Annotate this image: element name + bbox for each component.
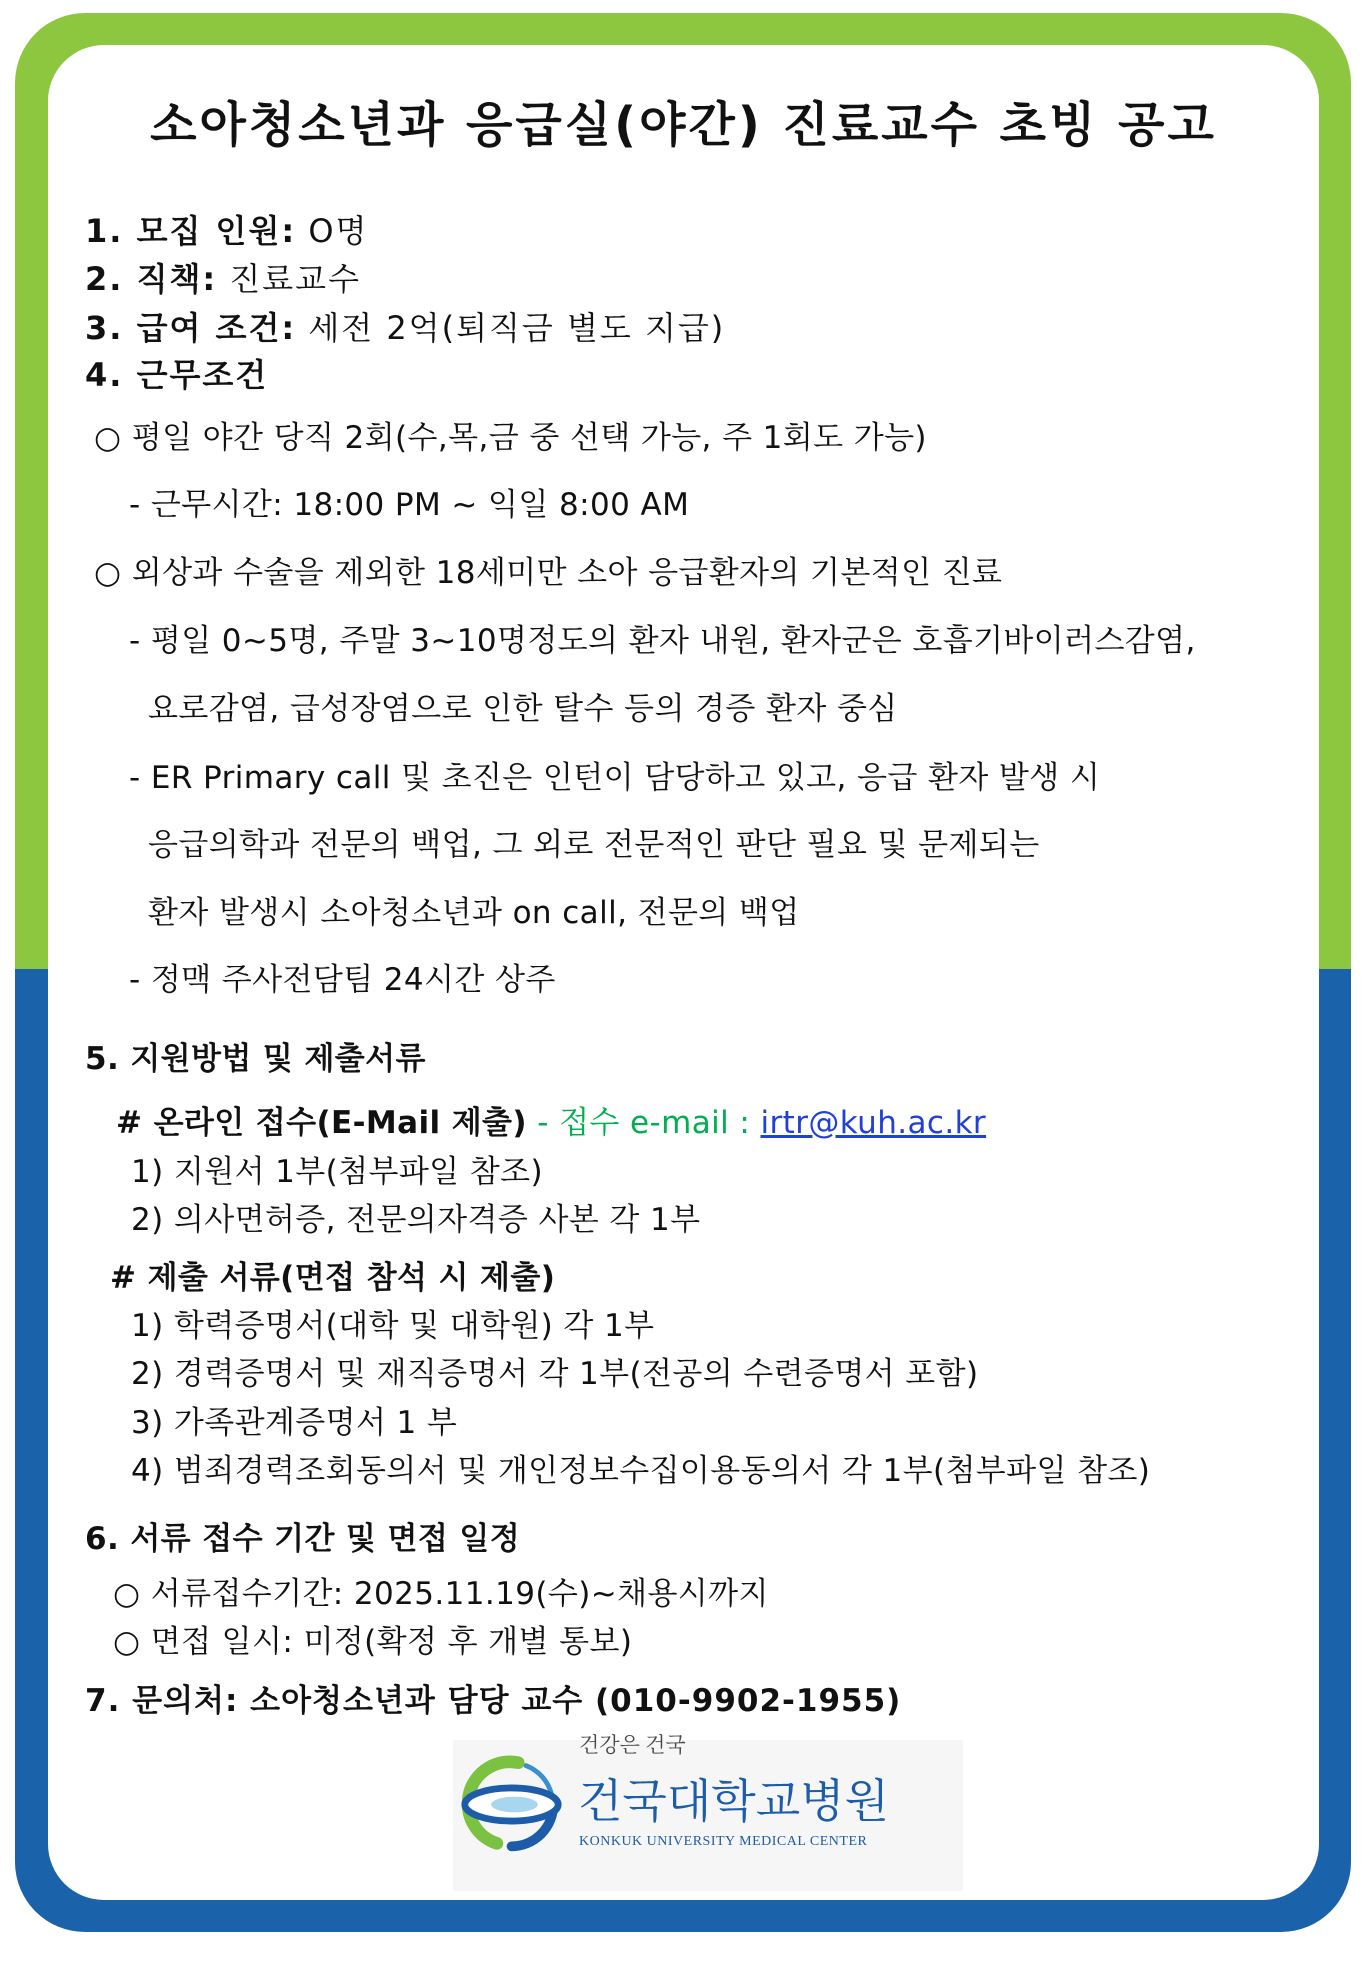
dash-bullet: - — [129, 760, 141, 796]
position-row — [85, 259, 361, 299]
circle-bullet: ○ — [94, 555, 122, 591]
backup-system-item — [129, 758, 1100, 798]
work-hours-text: 근무시간: 18:00 PM ~ 익일 8:00 AM — [150, 487, 690, 523]
recruit-count-label: 1. 모집 인원: — [85, 212, 297, 250]
night-duty-text: 평일 야간 당직 2회(수,목,금 중 선택 가능, 주 1회도 가능) — [131, 420, 927, 456]
email-label: - 접수 e-mail : — [537, 1105, 751, 1141]
patient-volume-text: 평일 0~5명, 주말 3~10명정도의 환자 내원, 환자군은 호흡기바이러스감염, — [150, 623, 1196, 659]
patient-volume-item — [129, 621, 1196, 661]
position-label: 2. 직책: — [85, 260, 218, 298]
interview-docs-label: # 제출 서류(면접 참석 시 제출) — [110, 1260, 556, 1296]
iv-team-text: 정맥 주사전담팀 24시간 상주 — [150, 962, 556, 998]
contact-line: 7. 문의처: 소아청소년과 담당 교수 (010-9902-1955) — [85, 1683, 902, 1719]
online-application-label: # 온라인 접수(E-Mail 제출) — [116, 1105, 527, 1141]
recruit-count-value: O명 — [308, 212, 369, 250]
care-scope-text: 외상과 수술을 제외한 18세미만 소아 응급환자의 기본적인 진료 — [131, 555, 1003, 591]
online-application-row — [116, 1103, 986, 1143]
work-conditions-heading: 4. 근무조건 — [85, 356, 269, 394]
interview-date-text: 면접 일시: 미정(확정 후 개별 통보) — [150, 1624, 633, 1660]
iv-team-item — [129, 960, 556, 1000]
submission-period-text: 서류접수기간: 2025.11.19(수)~채용시까지 — [150, 1576, 769, 1612]
submission-period-item — [113, 1574, 769, 1614]
circle-bullet: ○ — [113, 1576, 141, 1612]
circle-bullet: ○ — [94, 420, 122, 456]
logo-hospital-name: 건국대학교병원 — [578, 1776, 890, 1827]
interview-date-item — [113, 1622, 632, 1662]
interview-doc-item: 4) 범죄경력조회동의서 및 개인정보수집이용동의서 각 1부(첨부파일 참조) — [131, 1453, 1151, 1489]
interview-doc-item: 3) 가족관계증명서 1 부 — [131, 1405, 458, 1441]
backup-system-text-cont-1: 응급의학과 전문의 백업, 그 외로 전문적인 판단 필요 및 문제되는 — [148, 827, 1040, 863]
page-title: 소아청소년과 응급실(야간) 진료교수 초빙 공고 — [150, 97, 1217, 153]
position-value: 진료교수 — [229, 260, 362, 298]
hospital-emblem-icon — [458, 1751, 565, 1858]
salary-value: 세전 2억(퇴직금 별도 지급) — [308, 309, 726, 347]
email-link[interactable]: irtr@kuh.ac.kr — [760, 1105, 987, 1141]
backup-system-text-cont-2: 환자 발생시 소아청소년과 on call, 전문의 백업 — [148, 895, 800, 931]
work-hours-item — [129, 485, 689, 525]
dash-bullet: - — [129, 962, 141, 998]
interview-doc-item: 2) 경력증명서 및 재직증명서 각 1부(전공의 수련증명서 포함) — [131, 1356, 979, 1392]
circle-bullet: ○ — [113, 1624, 141, 1660]
application-heading: 5. 지원방법 및 제출서류 — [85, 1041, 426, 1077]
care-scope-item — [94, 553, 1002, 593]
patient-volume-text-cont: 요로감염, 급성장염으로 인한 탈수 등의 경증 환자 중심 — [148, 691, 898, 727]
logo-slogan: 건강은 건국 — [579, 1733, 686, 1757]
dash-bullet: - — [129, 487, 141, 523]
online-doc-item: 2) 의사면허증, 전문의자격증 사본 각 1부 — [131, 1202, 701, 1238]
salary-row — [85, 308, 725, 348]
dash-bullet: - — [129, 623, 141, 659]
hospital-logo — [453, 1733, 963, 1891]
salary-label: 3. 급여 조건: — [85, 309, 297, 347]
schedule-heading: 6. 서류 접수 기간 및 면접 일정 — [85, 1521, 521, 1557]
logo-english-name: KONKUK UNIVERSITY MEDICAL CENTER — [579, 1834, 868, 1849]
recruit-count-row — [85, 211, 368, 251]
interview-doc-item: 1) 학력증명서(대학 및 대학원) 각 1부 — [131, 1308, 655, 1344]
backup-system-text: ER Primary call 및 초진은 인턴이 담당하고 있고, 응급 환자 발생 시 — [150, 760, 1101, 796]
online-doc-item: 1) 지원서 1부(첨부파일 참조) — [131, 1154, 543, 1190]
night-duty-item — [94, 418, 927, 458]
